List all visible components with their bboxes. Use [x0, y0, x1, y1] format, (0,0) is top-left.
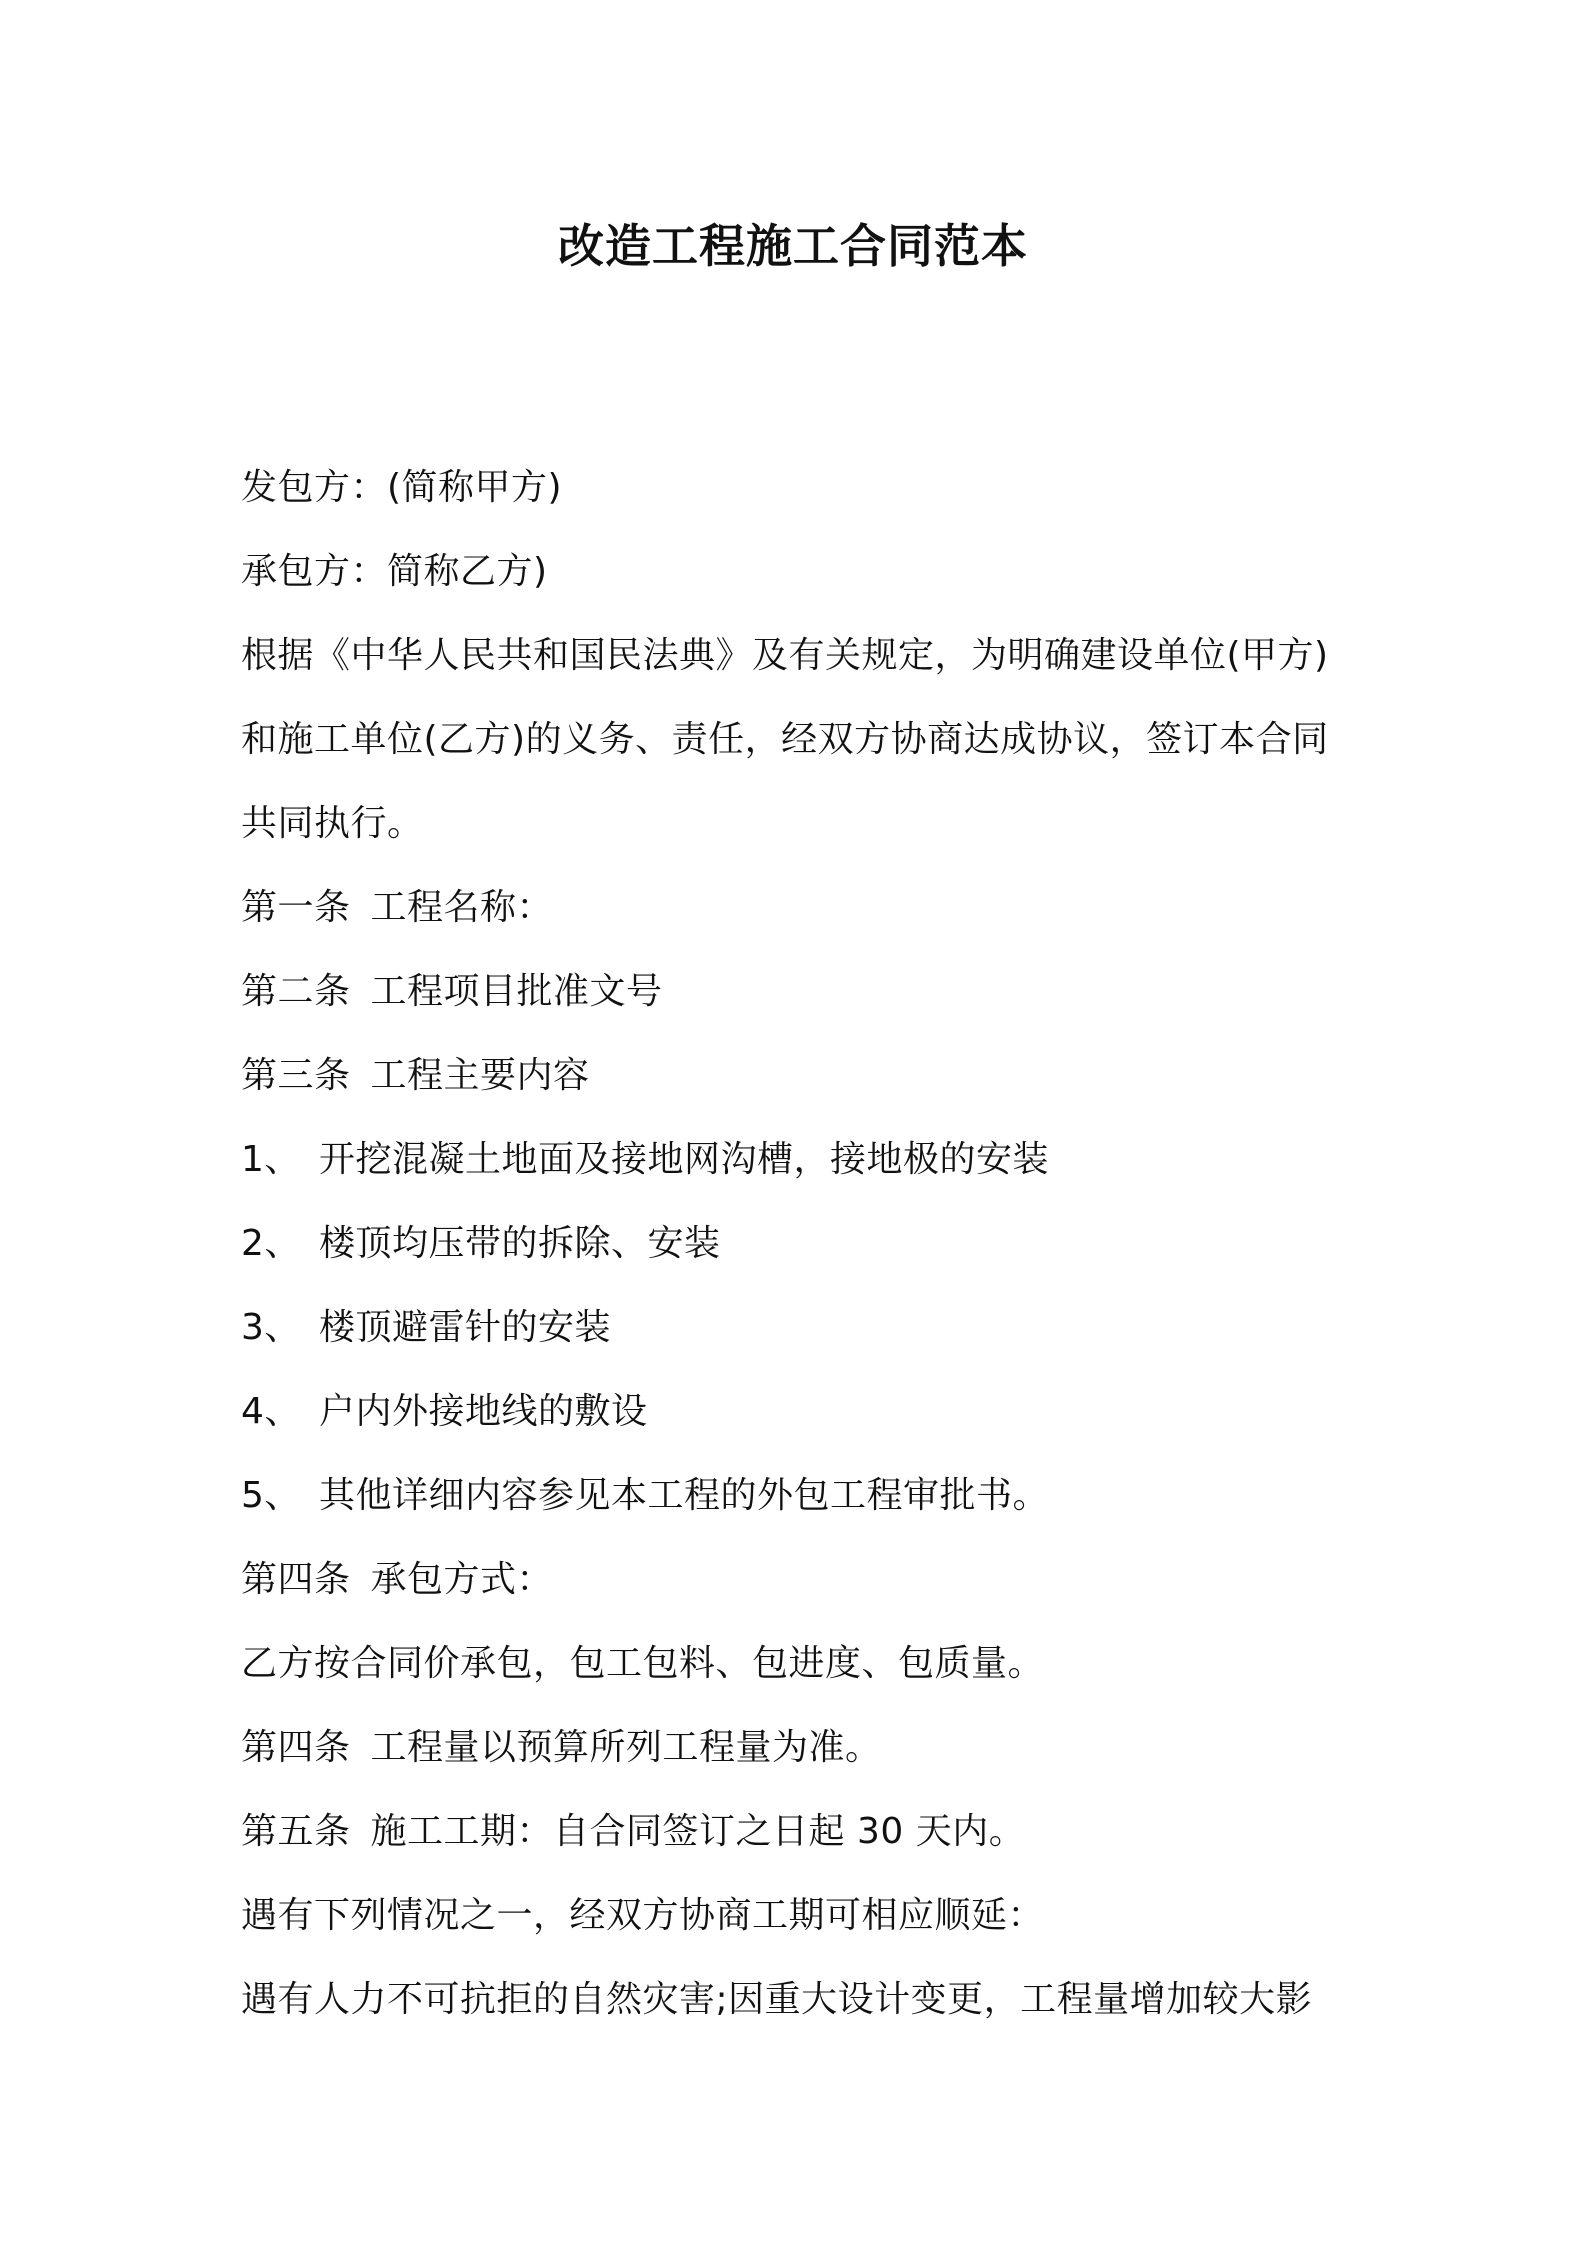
article-1: [241, 866, 1361, 950]
article-text: 工程主要内容: [370, 1055, 590, 1096]
article-number: 第四条: [241, 1559, 351, 1600]
list-item-number: 4、: [241, 1391, 301, 1432]
list-item: [241, 1202, 1361, 1286]
article-number: 第二条: [241, 971, 351, 1012]
preamble-line-3: 共同执行。: [241, 803, 424, 844]
document-title: 改造工程施工合同范本: [558, 219, 1028, 273]
list-item-text: 楼顶均压带的拆除、安装: [319, 1223, 721, 1264]
list-item-text: 开挖混凝土地面及接地网沟槽，接地极的安装: [319, 1139, 1050, 1180]
article-4: [241, 1538, 1361, 1622]
closing-line-1: 遇有下列情况之一，经双方协商工期可相应顺延：: [241, 1895, 1045, 1936]
article-5: [241, 1790, 1361, 1874]
article-3: [241, 1034, 1361, 1118]
article-number: 第四条: [241, 1727, 351, 1768]
list-item-text: 其他详细内容参见本工程的外包工程审批书。: [319, 1475, 1050, 1516]
list-item: [241, 1118, 1361, 1202]
list-item-number: 2、: [241, 1223, 301, 1264]
party-a-line: 发包方：(简称甲方): [241, 467, 563, 508]
article-4-body: 乙方按合同价承包，包工包料、包进度、包质量。: [241, 1643, 1045, 1684]
preamble-line-2: 和施工单位(乙方)的义务、责任，经双方协商达成协议，签订本合同: [241, 719, 1329, 760]
party-b-line: 承包方：简称乙方): [241, 551, 548, 592]
list-item-number: 3、: [241, 1307, 301, 1348]
article-text: 工程量以预算所列工程量为准。: [370, 1727, 882, 1768]
article-text: 工程项目批准文号: [370, 971, 663, 1012]
list-item-number: 5、: [241, 1475, 301, 1516]
list-item-number: 1、: [241, 1139, 301, 1180]
list-item: [241, 1286, 1361, 1370]
article-text: 工程名称：: [370, 887, 554, 928]
list-item-text: 楼顶避雷针的安装: [319, 1307, 612, 1348]
article-number: 第三条: [241, 1055, 351, 1096]
article-text: 承包方式：: [370, 1559, 554, 1600]
document-body: [241, 446, 1361, 2042]
list-item: [241, 1370, 1361, 1454]
preamble-line-1: 根据《中华人民共和国民法典》及有关规定，为明确建设单位(甲方): [241, 635, 1329, 676]
article-number: 第五条: [241, 1811, 351, 1852]
article-2: [241, 950, 1361, 1034]
closing-line-2: 遇有人力不可抗拒的自然灾害;因重大设计变更，工程量增加较大影: [241, 1979, 1313, 2020]
list-item-text: 户内外接地线的敷设: [319, 1391, 648, 1432]
list-item: [241, 1454, 1361, 1538]
article-number: 第一条: [241, 887, 351, 928]
article-4b: [241, 1706, 1361, 1790]
article-text: 施工工期：自合同签订之日起 30 天内。: [370, 1811, 1026, 1852]
